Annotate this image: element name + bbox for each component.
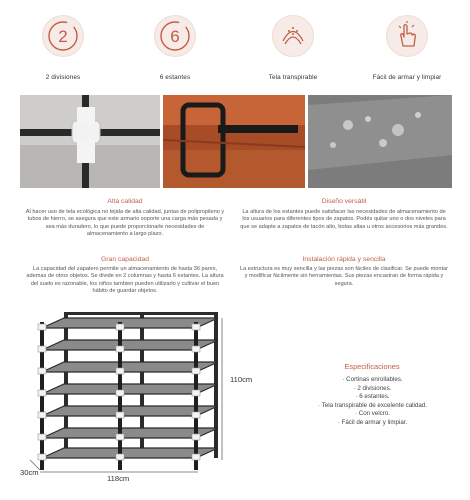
svg-text:6: 6 bbox=[170, 27, 180, 46]
svg-text:2: 2 bbox=[58, 27, 68, 46]
section-body-quality: Al hacer uso de tela ecológica no tejida de alta calidad, juntas de polipropileno y tubos de hierro, se asegura que este armario soporte una carga más pesada y sea más duradero, lo que puede proporcionarle necesidades de almacenamiento a largo plazo. bbox=[25, 209, 225, 238]
pointing-hand-icon bbox=[386, 15, 428, 57]
water-resistant-fabric-photo bbox=[308, 95, 452, 188]
section-title-quality: Alta calidad bbox=[107, 198, 143, 205]
height-dimension: 110cm bbox=[230, 375, 253, 384]
feature-shelves bbox=[120, 15, 230, 81]
frame-joint-photo bbox=[20, 95, 160, 188]
section-body-capacity: La capacidad del zapatero permite un almacenamiento de hasta 36 pares, ademas de otros objetos. Se divide en 2 columnas y hasta 6 estantes. La altura del suelo es razonable, los niños tambien pueden utilizarlo y cultivar el buen hábito de guardar objetos. bbox=[26, 266, 224, 295]
section-body-design: La altura de los estantes puede satisfacer las necesidades de almacenamiento de los usuarios para diferentes tipos de zapatos. Podés quitar uno o dos niveles para que se adapte a zapatos de tacón alto, botas altas u otros accesorios más grandes. bbox=[240, 209, 448, 230]
section-title-install: Instalación rápida y sencilla bbox=[302, 256, 386, 263]
spec-item: · 6 estantes. bbox=[355, 393, 390, 401]
feature-easy bbox=[352, 15, 462, 81]
spec-item: · Fácil de armar y limpiar. bbox=[337, 418, 408, 426]
spec-item: · 2 divisiones. bbox=[353, 384, 392, 392]
feature-label: 2 divisiones bbox=[45, 74, 81, 81]
width-dimension: 118cm bbox=[107, 474, 130, 483]
shoe-rack-illustration bbox=[28, 310, 228, 475]
number-2-icon bbox=[42, 15, 84, 57]
feature-fabric bbox=[238, 15, 348, 81]
fabric-strap-photo bbox=[163, 95, 305, 188]
feature-label: Fácil de armar y limpiar bbox=[372, 74, 442, 81]
breathable-fabric-icon bbox=[272, 15, 314, 57]
spec-item: · Tela transpirable de excelente calidad. bbox=[318, 401, 427, 409]
section-title-design: Diseño versátil bbox=[321, 198, 367, 205]
spec-item: · Con velcro. bbox=[354, 410, 391, 418]
section-body-install: La estructura es muy sencilla y las piezas son fáciles de clasificar. Se puede montar y modificar fácilmente sin herramientas. Sus piezas encastran de forma rápida y segura. bbox=[239, 266, 448, 287]
feature-label: 6 estantes bbox=[159, 74, 191, 81]
feature-divisions bbox=[8, 15, 118, 81]
specs-list bbox=[300, 376, 445, 428]
number-6-icon bbox=[154, 15, 196, 57]
spec-item: · Cortinas enrollables. bbox=[342, 376, 403, 383]
specs-title: Especificaciones bbox=[344, 362, 400, 371]
feature-label: Tela transpirable bbox=[268, 74, 318, 81]
section-title-capacity: Gran capacidad bbox=[101, 256, 149, 263]
depth-dimension: 30cm bbox=[20, 468, 39, 477]
